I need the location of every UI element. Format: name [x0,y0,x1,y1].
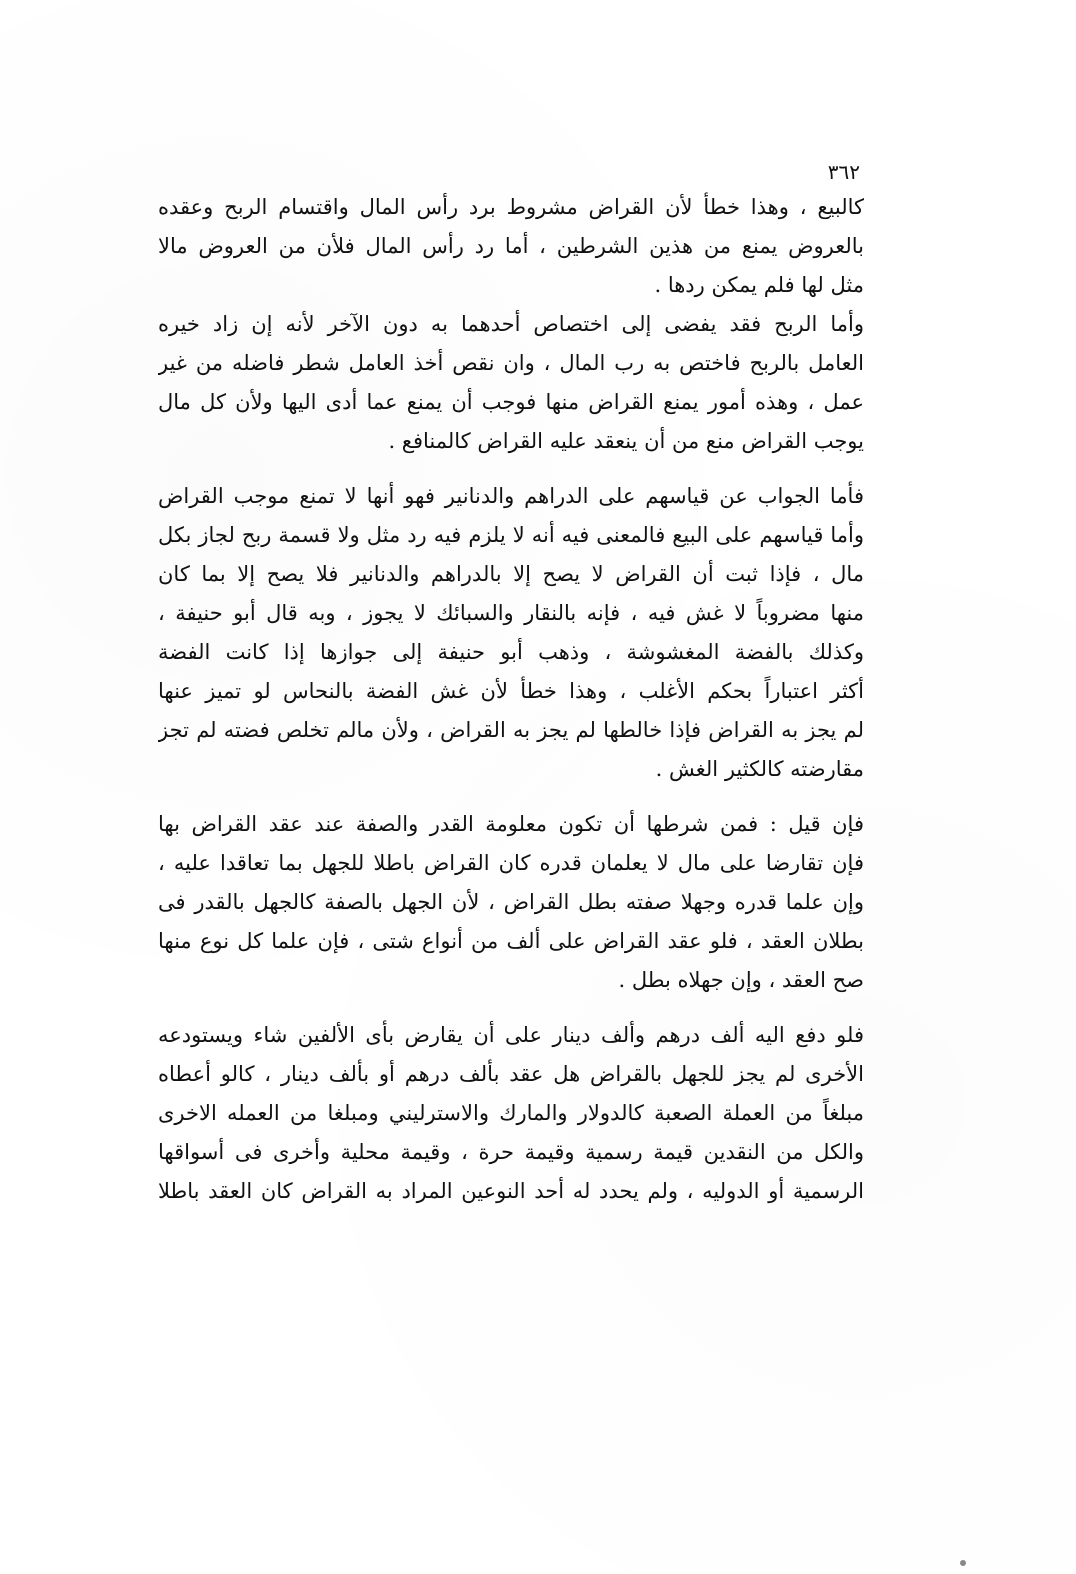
text-line: مال ، فإذا ثبت أن القراض لا يصح إلا بالدراهم والدنانير فلا يصح إلا بما كان [158,562,864,586]
text-line: وأما قياسهم على البيع فالمعنى فيه أنه لا يلزم فيه رد مثل ولا قسمة ربح لجاز بكل [158,523,864,547]
paragraph-gap [158,1000,864,1016]
text-line: الأخرى لم يجز للجهل بالقراض هل عقد بألف درهم أو بألف دينار ، كالو أعطاه [158,1062,864,1086]
text-line: وإن علما قدره وجهلا صفته بطل القراض ، لأن الجهل بالصفة كالجهل بالقدر فى [158,890,864,914]
paragraph-gap [158,461,864,477]
text-line: فإن تقارضا على مال لا يعلمان قدره كان القراض باطلا للجهل بما تعاقدا عليه ، [158,851,864,875]
paragraph-5 [158,1016,864,1211]
text-line: مقارضته كالكثير الغش . [655,757,864,781]
text-line: كالبيع ، وهذا خطأ لأن القراض مشروط برد رأس المال واقتسام الربح وعقده [158,195,864,219]
text-line: بالعروض يمنع من هذين الشرطين ، أما رد رأس المال فلأن من العروض مالا [158,234,864,258]
paragraph-4 [158,805,864,1000]
text-line: الرسمية أو الدوليه ، ولم يحدد له أحد النوعين المراد به القراض كان العقد باطلا [158,1179,864,1203]
page-number: ٣٦٢ [827,160,860,184]
text-line: يوجب القراض منع من أن ينعقد عليه القراض كالمنافع . [388,429,864,453]
text-line: مثل لها فلم يمكن ردها . [654,273,864,297]
paragraph-2 [158,305,864,461]
body-text [158,188,864,1211]
text-line: لم يجز به القراض فإذا خالطها لم يجز به القراض ، ولأن مالم تخلص فضته لم تجز [158,718,864,742]
text-line: بطلان العقد ، فلو عقد القراض على ألف من أنواع شتى ، فإن علما كل نوع منها [158,929,864,953]
text-line: أكثر اعتباراً بحكم الأغلب ، وهذا خطأ لأن غش الفضة بالنحاس لو تميز عنها [158,679,864,703]
text-line: العامل بالربح فاختص به رب المال ، وان نقص أخذ العامل شطر فاضله من غير [158,351,864,375]
text-line: فأما الجواب عن قياسهم على الدراهم والدنانير فهو أنها لا تمنع موجب القراض [158,484,864,508]
text-line: صح العقد ، وإن جهلاه بطل . [618,968,864,992]
paragraph-3 [158,477,864,789]
text-line: منها مضروباً لا غش فيه ، فإنه بالنقار والسبائك لا يجوز ، وبه قال أبو حنيفة ، [158,601,864,625]
text-line: عمل ، وهذه أمور يمنع القراض منها فوجب أن يمنع عما أدى اليها ولأن كل مال [158,390,864,414]
scan-speck [960,1560,966,1566]
text-line: وكذلك بالفضة المغشوشة ، وذهب أبو حنيفة إلى جوازها إذا كانت الفضة [158,640,864,664]
text-line: مبلغاً من العملة الصعبة كالدولار والمارك والاسترليني ومبلغا من العمله الاخرى [158,1101,864,1125]
text-line: وأما الربح فقد يفضى إلى اختصاص أحدهما به دون الآخر لأنه إن زاد خيره [158,312,864,336]
text-line: فلو دفع اليه ألف درهم وألف دينار على أن يقارض بأى الألفين شاء ويستودعه [158,1023,864,1047]
paragraph-1 [158,188,864,305]
text-line: والكل من النقدين قيمة رسمية وقيمة حرة ، وقيمة محلية وأخرى فى أسواقها [158,1140,864,1164]
paragraph-gap [158,789,864,805]
text-line: فإن قيل : فمن شرطها أن تكون معلومة القدر والصفة عند عقد القراض بها [158,812,864,836]
